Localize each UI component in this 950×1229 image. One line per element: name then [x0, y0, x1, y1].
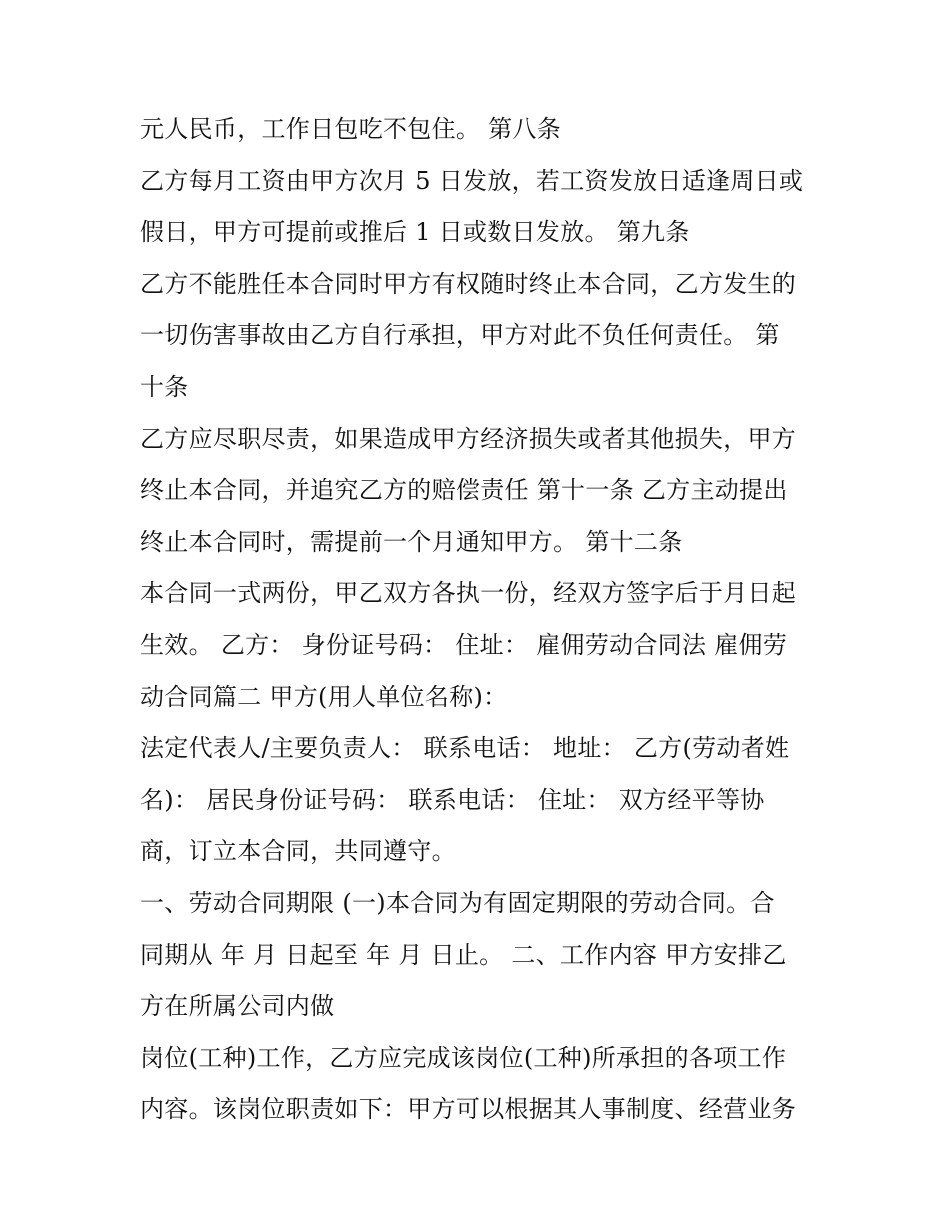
text-line: 商，订立本合同，共同遵守。 — [140, 837, 456, 866]
text-line: 元人民币，工作日包吃不包住。 第八条 — [140, 115, 562, 143]
text-line: 乙方每月工资由甲方次月 5 日发放，若工资发放日适逢周日或 — [140, 166, 804, 195]
text-line: 方在所属公司内做 — [140, 992, 335, 1021]
text-line: 本合同一式两份，甲乙双方各执一份，经双方签字后于月日起 — [140, 579, 797, 608]
text-line: 内容。该岗位职责如下：甲方可以根据其人事制度、经营业务 — [140, 1095, 797, 1124]
text-line: 同期从 年 月 日起至 年 月 日止。 二、工作内容 甲方安排乙 — [140, 940, 787, 969]
text-line: 终止本合同时，需提前一个月通知甲方。 第十二条 — [140, 527, 683, 556]
text-line: 终止本合同，并追究乙方的赔偿责任 第十一条 乙方主动提出 — [140, 476, 788, 505]
text-line: 乙方应尽职尽责，如果造成甲方经济损失或者其他损失，甲方 — [140, 424, 797, 453]
text-line: 名)： 居民身份证号码： 联系电话： 住址： 双方经平等协 — [140, 785, 765, 814]
text-line: 动合同篇二 甲方(用人单位名称)： — [140, 682, 508, 711]
text-line: 法定代表人/主要负责人： 联系电话： 地址： 乙方(劳动者姓 — [140, 734, 790, 763]
text-line: 十条 — [140, 372, 189, 401]
text-line: 乙方不能胜任本合同时甲方有权随时终止本合同，乙方发生的 — [140, 269, 797, 298]
text-line: 岗位(工种)工作，乙方应完成该岗位(工种)所承担的各项工作 — [140, 1043, 787, 1072]
text-line: 假日，甲方可提前或推后 1 日或数日发放。 第九条 — [140, 218, 690, 247]
text-line: 生效。 乙方： 身份证号码： 住址： 雇佣劳动合同法 雇佣劳 — [140, 630, 788, 659]
contract-text — [140, 104, 820, 1136]
text-line: 一、劳动合同期限 (一)本合同为有固定期限的劳动合同。合 — [140, 888, 775, 917]
text-line: 一切伤害事故由乙方自行承担，甲方对此不负任何责任。 第 — [140, 321, 780, 350]
